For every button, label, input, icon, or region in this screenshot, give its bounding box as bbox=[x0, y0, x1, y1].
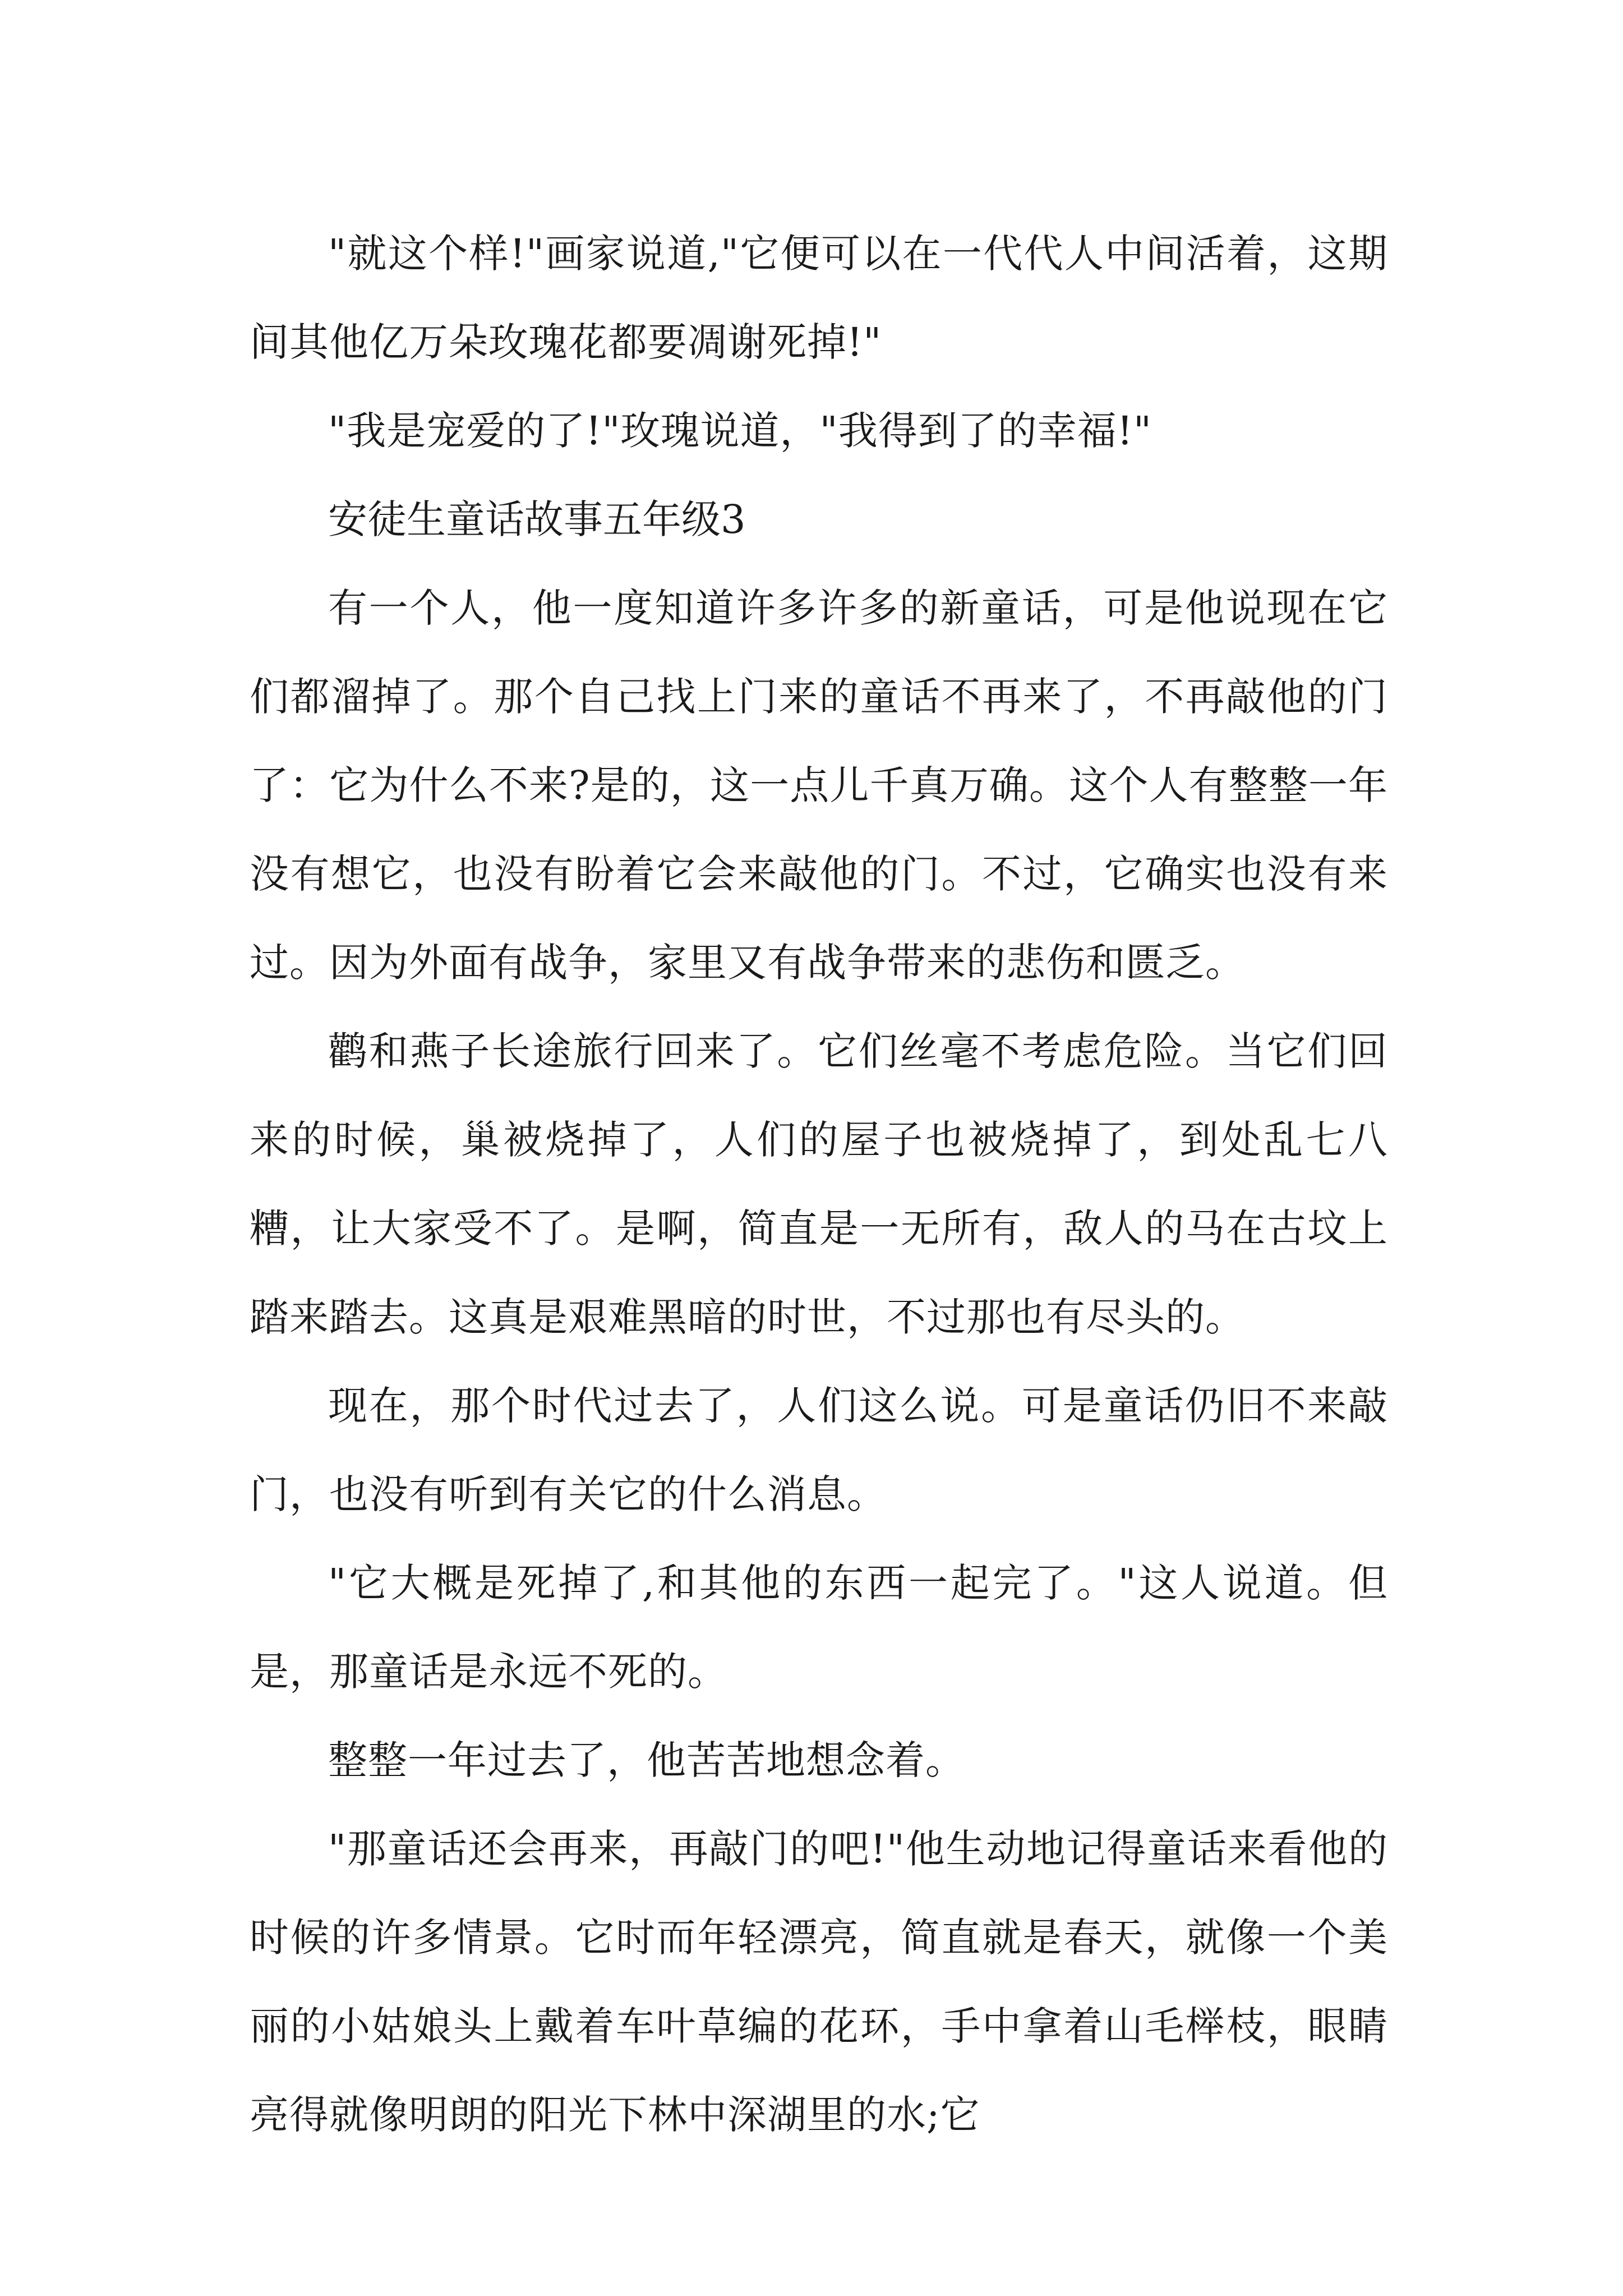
section-heading: 安徒生童话故事五年级3 bbox=[328, 496, 746, 542]
paragraph: "那童话还会再来，再敲门的吧!"他生动地记得童话来看他的时候的许多情景。它时而年轻漂亮，简直就是春天，就像一个美丽的小姑娘头上戴着车叶草编的花环，手中拿着山毛榉枝，眼睛亮得就像明朗的阳光下林中深湖里的水;它 bbox=[250, 1826, 1388, 2138]
paragraph: "它大概是死掉了,和其他的东西一起完了。"这人说道。但是，那童话是永远不死的。 bbox=[250, 1560, 1388, 1695]
document-body bbox=[250, 209, 1388, 2159]
paragraph: 整整一年过去了，他苦苦地想念着。 bbox=[328, 1737, 965, 1783]
paragraph: 现在，那个时代过去了，人们这么说。可是童话仍旧不来敲门，也没有听到有关它的什么消息。 bbox=[250, 1383, 1388, 1517]
paragraph: 鹳和燕子长途旅行回来了。它们丝毫不考虑危险。当它们回来的时候，巢被烧掉了，人们的屋子也被烧掉了，到处乱七八糟，让大家受不了。是啊，简直是一无所有，敌人的马在古坟上踏来踏去。这真是艰难黑暗的时世，不过那也有尽头的。 bbox=[250, 1028, 1388, 1340]
paragraph: "就这个样!"画家说道,"它便可以在一代代人中间活着，这期间其他亿万朵玫瑰花都要凋谢死掉!" bbox=[250, 231, 1388, 365]
paragraph: 有一个人，他一度知道许多许多的新童话，可是他说现在它们都溜掉了。那个自己找上门来的童话不再来了，不再敲他的门了：它为什么不来?是的，这一点儿千真万确。这个人有整整一年没有想它，也没有盼着它会来敲他的门。不过，它确实也没有来过。因为外面有战争，家里又有战争带来的悲伤和匮乏。 bbox=[250, 585, 1388, 986]
paragraph: "我是宠爱的了!"玫瑰说道，"我得到了的幸福!" bbox=[328, 408, 1152, 454]
